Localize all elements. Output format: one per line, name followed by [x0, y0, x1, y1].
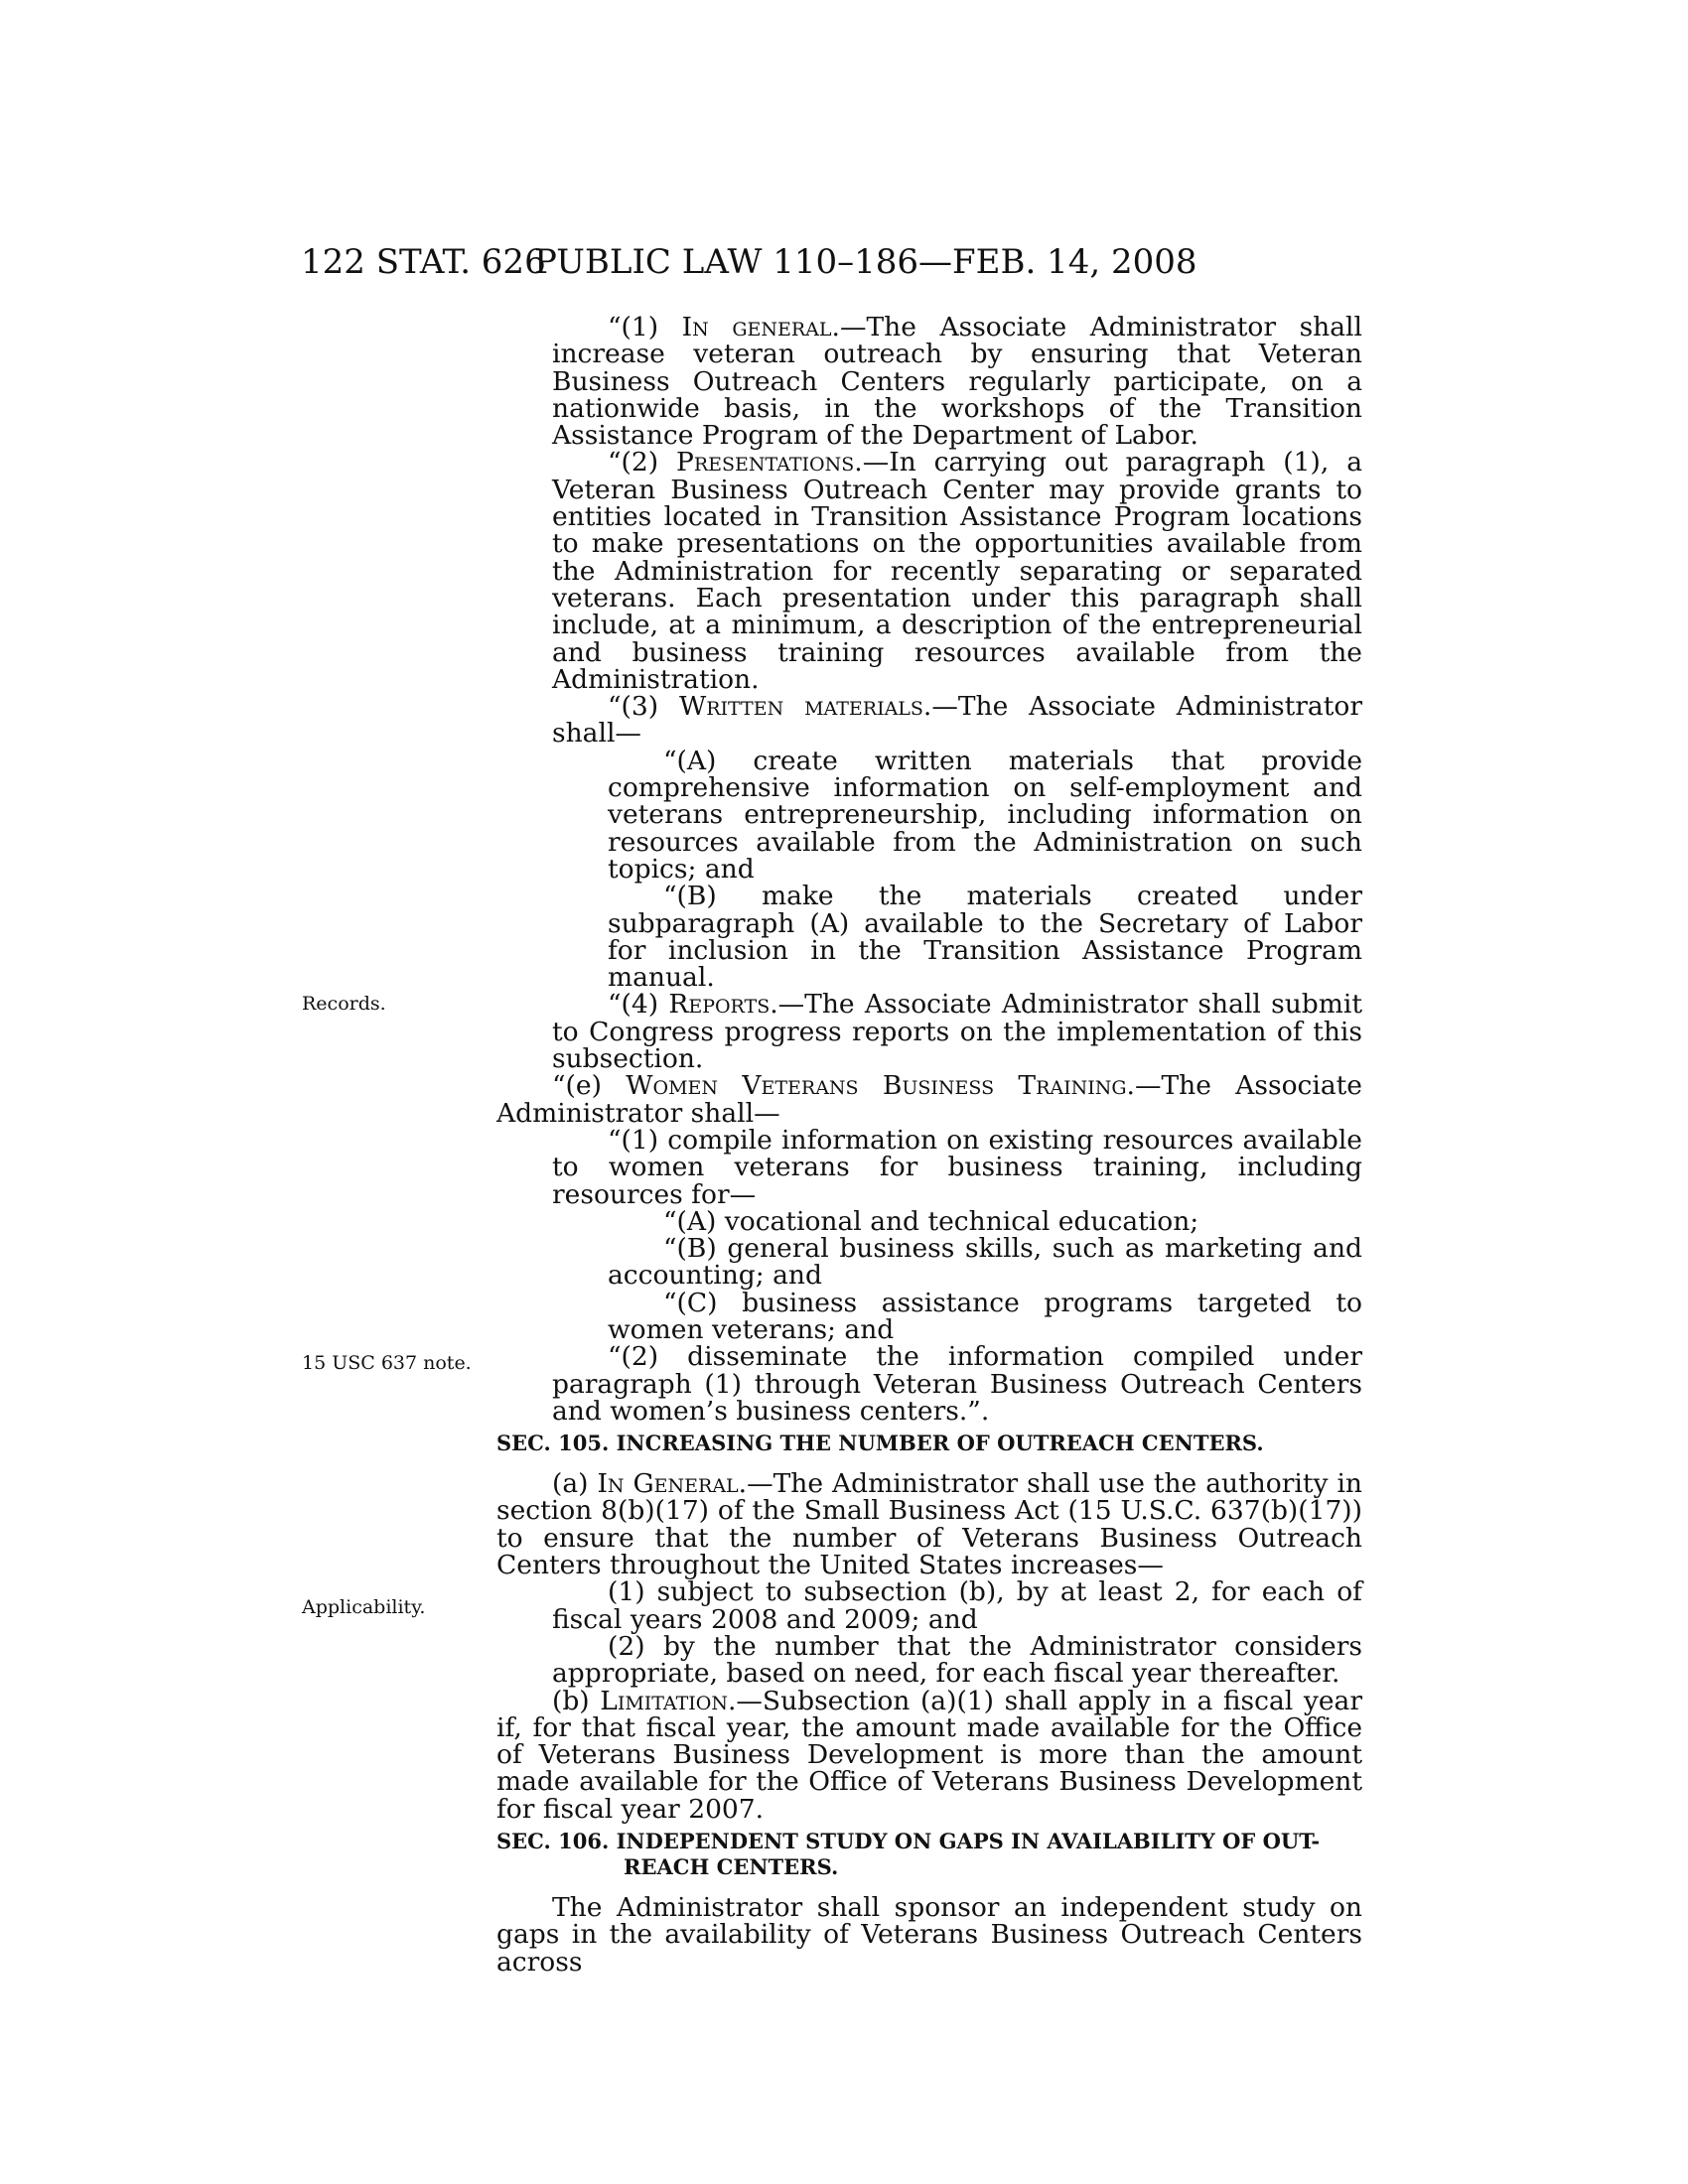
paragraph-heading: In General.	[597, 1468, 748, 1500]
document-body	[496, 314, 1362, 1976]
paragraph-lead: “(e)	[552, 1070, 627, 1102]
paragraph-heading: Written materials.	[678, 691, 932, 723]
subsection-e	[496, 1072, 1362, 1127]
section-105-heading: SEC. 105. INCREASING THE NUMBER OF OUTREACH CENTERS.	[496, 1431, 1264, 1456]
section-105-b	[496, 1685, 1362, 1825]
subparagraph-3a: “(A) create written materials that provide comprehensive information on self-employment and veterans entrepreneurship, including information on resources available from the Administration on such topics; and	[608, 745, 1362, 885]
section-105-a1: (1) subject to subsection (b), by at least 2, for each of fiscal years 2008 and 2009; and	[552, 1576, 1362, 1635]
paragraph-text: —The Associate Administrator shall increase veteran outreach by ensuring that Veteran Business Outreach Centers regularly participate, on a nationwide basis, in the workshops of the Transition Assistance Program of the Department of Labor.	[552, 312, 1362, 452]
running-header: PUBLIC LAW 110–186—FEB. 14, 2008	[534, 242, 1197, 282]
page-reference: 122 STAT. 626	[301, 242, 546, 282]
margin-note-usc: 15 USC 637 note.	[302, 1352, 472, 1374]
section-106-text: The Administrator shall sponsor an independent study on gaps in the availability of Veterans Business Outreach Centers across	[496, 1892, 1362, 1978]
section-105-a2: (2) by the number that the Administrator considers appropriate, based on need, for each fiscal year thereafter.	[552, 1630, 1362, 1690]
subparagraph-e1c: “(C) business assistance programs targeted to women veterans; and	[608, 1287, 1362, 1345]
paragraph-lead: “(3)	[608, 691, 679, 723]
paragraph-3	[496, 693, 1362, 748]
paragraph-text: —The Associate Administrator shall—	[496, 1070, 1362, 1129]
paragraph-lead: “(4)	[608, 989, 669, 1021]
paragraph-text: —The Associate Administrator shall submit to Congress progress reports on the implementation of this subsection.	[552, 989, 1362, 1075]
section-106-heading-line2: REACH CENTERS.	[624, 1854, 839, 1880]
paragraph-4	[496, 989, 1362, 1075]
paragraph-e1: “(1) compile information on existing resources available to women veterans for business training, including resources for—	[552, 1124, 1362, 1210]
paragraph-lead: “(2)	[608, 447, 677, 478]
paragraph-heading: Reports.	[668, 989, 778, 1021]
paragraph-text: —Subsection (a)(1) shall apply in a fiscal year if, for that fiscal year, the amount made available for the Office of Veterans Business Development is more than the amount made available for the Office of Veterans Business Development for fiscal year 2007.	[496, 1685, 1362, 1825]
paragraph-2	[496, 449, 1362, 693]
margin-note-applicability: Applicability.	[302, 1596, 426, 1618]
margin-note-records: Records.	[302, 993, 386, 1015]
subparagraph-e1a: “(A) vocational and technical education;	[663, 1205, 1199, 1237]
section-106-heading-line1: SEC. 106. INDEPENDENT STUDY ON GAPS IN AVAILABILITY OF OUT-	[496, 1829, 1321, 1854]
paragraph-heading: Presentations.	[676, 447, 863, 478]
subparagraph-e1b: “(B) general business skills, such as marketing and accounting; and	[608, 1233, 1362, 1292]
paragraph-text: —The Administrator shall use the authority in section 8(b)(17) of the Small Business Act (15 U.S.C. 637(b)(17)) to ensure that the number of Veterans Business Outreach Centers throughout the United States increases—	[496, 1468, 1362, 1581]
paragraph-text: —In carrying out paragraph (1), a Veteran Business Outreach Center may provide grants to entities located in Transition Assistance Program locations to make presentations on the opportunities available from the Administration for recently separating or separated veterans. Each presentation under this paragraph shall include, at a minimum, a description of the entrepreneurial and business training resources available from the Administration.	[552, 447, 1362, 695]
paragraph-lead: (a)	[552, 1468, 598, 1500]
paragraph-e2: “(2) disseminate the information compiled under paragraph (1) through Veteran Business Outreach Centers and women’s business centers.”.	[552, 1341, 1362, 1427]
subparagraph-3b: “(B) make the materials created under subparagraph (A) available to the Secretary of Labor for inclusion in the Transition Assistance Program manual.	[608, 881, 1362, 994]
paragraph-1	[496, 312, 1362, 452]
paragraph-heading: In general.	[681, 312, 840, 342]
paragraph-text: —The Associate Administrator shall—	[552, 691, 1363, 750]
paragraph-lead: (b)	[552, 1685, 601, 1716]
paragraph-heading: Women Veterans Business Training.	[626, 1070, 1135, 1102]
section-105-a	[496, 1468, 1362, 1581]
paragraph-heading: Limitation.	[600, 1685, 737, 1716]
section-106-heading	[496, 1829, 1362, 1880]
paragraph-lead: “(1)	[608, 312, 682, 342]
